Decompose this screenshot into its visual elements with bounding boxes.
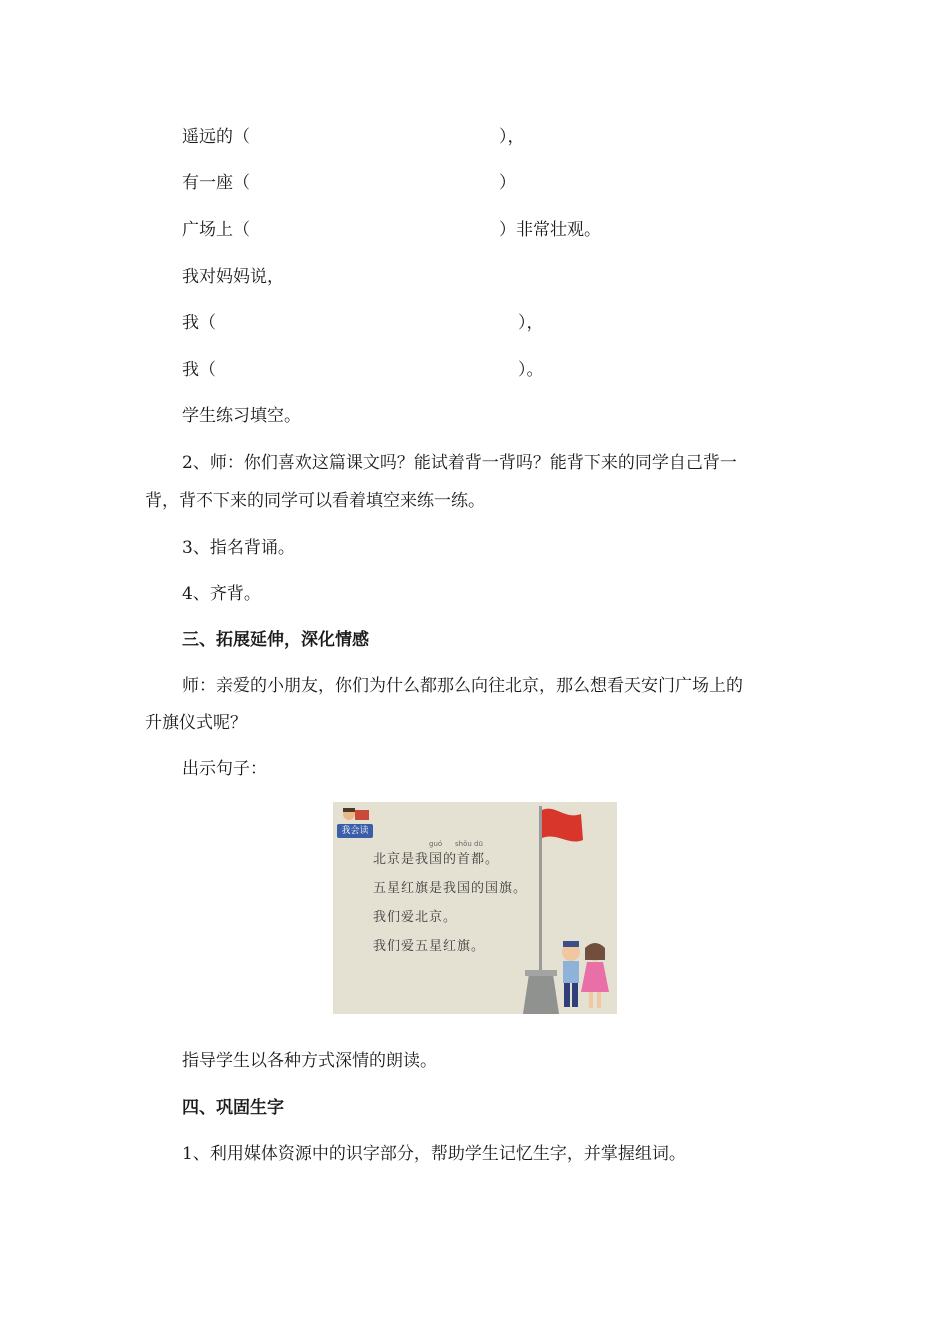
blank-prefix: 遥远的（ bbox=[182, 127, 250, 147]
base-top bbox=[525, 970, 557, 976]
girl-leg bbox=[589, 992, 593, 1008]
reading-badge: 我会读 bbox=[337, 824, 373, 838]
girl-dress bbox=[581, 962, 609, 992]
item3: 3、指名背诵。 bbox=[182, 538, 295, 558]
reading-line: 北京是我国的首都。 bbox=[373, 852, 500, 867]
practice-text: 学生练习填空。 bbox=[182, 406, 301, 426]
reading-line: 五星红旗是我国的国旗。 bbox=[373, 881, 528, 896]
section3-title: 三、拓展延伸，深化情感 bbox=[182, 630, 369, 650]
reader-book bbox=[355, 810, 369, 820]
reading-line: 我们爱五星红旗。 bbox=[373, 939, 486, 954]
boy-shirt bbox=[563, 961, 579, 983]
show-sentence: 出示句子： bbox=[182, 759, 267, 779]
boy-leg bbox=[572, 983, 578, 1007]
flag-base bbox=[523, 974, 559, 1014]
girl-hair bbox=[585, 943, 605, 960]
boy-leg bbox=[564, 983, 570, 1007]
last-item: 1、利用媒体资源中的识字部分，帮助学生记忆生字，并掌握组词。 bbox=[182, 1144, 686, 1164]
blank-suffix: ）， bbox=[499, 127, 525, 147]
boy-cap bbox=[563, 941, 579, 947]
item2-line1: 2、师：你们喜欢这篇课文吗？能试着背一背吗？能背下来的同学自己背一 bbox=[182, 453, 737, 473]
pinyin-shoudu: shǒu dū bbox=[455, 840, 483, 848]
teacher-line2: 升旗仪式呢？ bbox=[145, 713, 247, 733]
blank-prefix: 我（ bbox=[182, 313, 216, 333]
blank-suffix: ） bbox=[499, 173, 516, 193]
item4: 4、齐背。 bbox=[182, 584, 261, 604]
blank-prefix: 有一座（ bbox=[182, 173, 250, 193]
blank-suffix: ）。 bbox=[518, 360, 544, 380]
reading-line: 我们爱北京。 bbox=[373, 910, 458, 925]
girl-leg bbox=[597, 992, 601, 1008]
flag-pole bbox=[539, 806, 542, 982]
blank-prefix: 广场上（ bbox=[182, 220, 250, 240]
blank-suffix: ）非常壮观。 bbox=[499, 220, 601, 240]
pinyin-guo: guó bbox=[429, 840, 443, 848]
blank-suffix: ）， bbox=[518, 313, 544, 333]
guide-read: 指导学生以各种方式深情的朗读。 bbox=[182, 1051, 437, 1071]
flag bbox=[542, 809, 583, 842]
textbook-illustration bbox=[333, 802, 617, 1014]
teacher-line1: 师：亲爱的小朋友，你们为什么都那么向往北京，那么想看天安门广场上的 bbox=[182, 676, 743, 696]
blank-prefix: 我（ bbox=[182, 360, 216, 380]
section4-title: 四、巩固生字 bbox=[182, 1098, 284, 1118]
mom-line: 我对妈妈说， bbox=[182, 267, 284, 287]
reader-hair bbox=[343, 808, 355, 812]
item2-line2: 背，背不下来的同学可以看着填空来练一练。 bbox=[145, 491, 485, 511]
